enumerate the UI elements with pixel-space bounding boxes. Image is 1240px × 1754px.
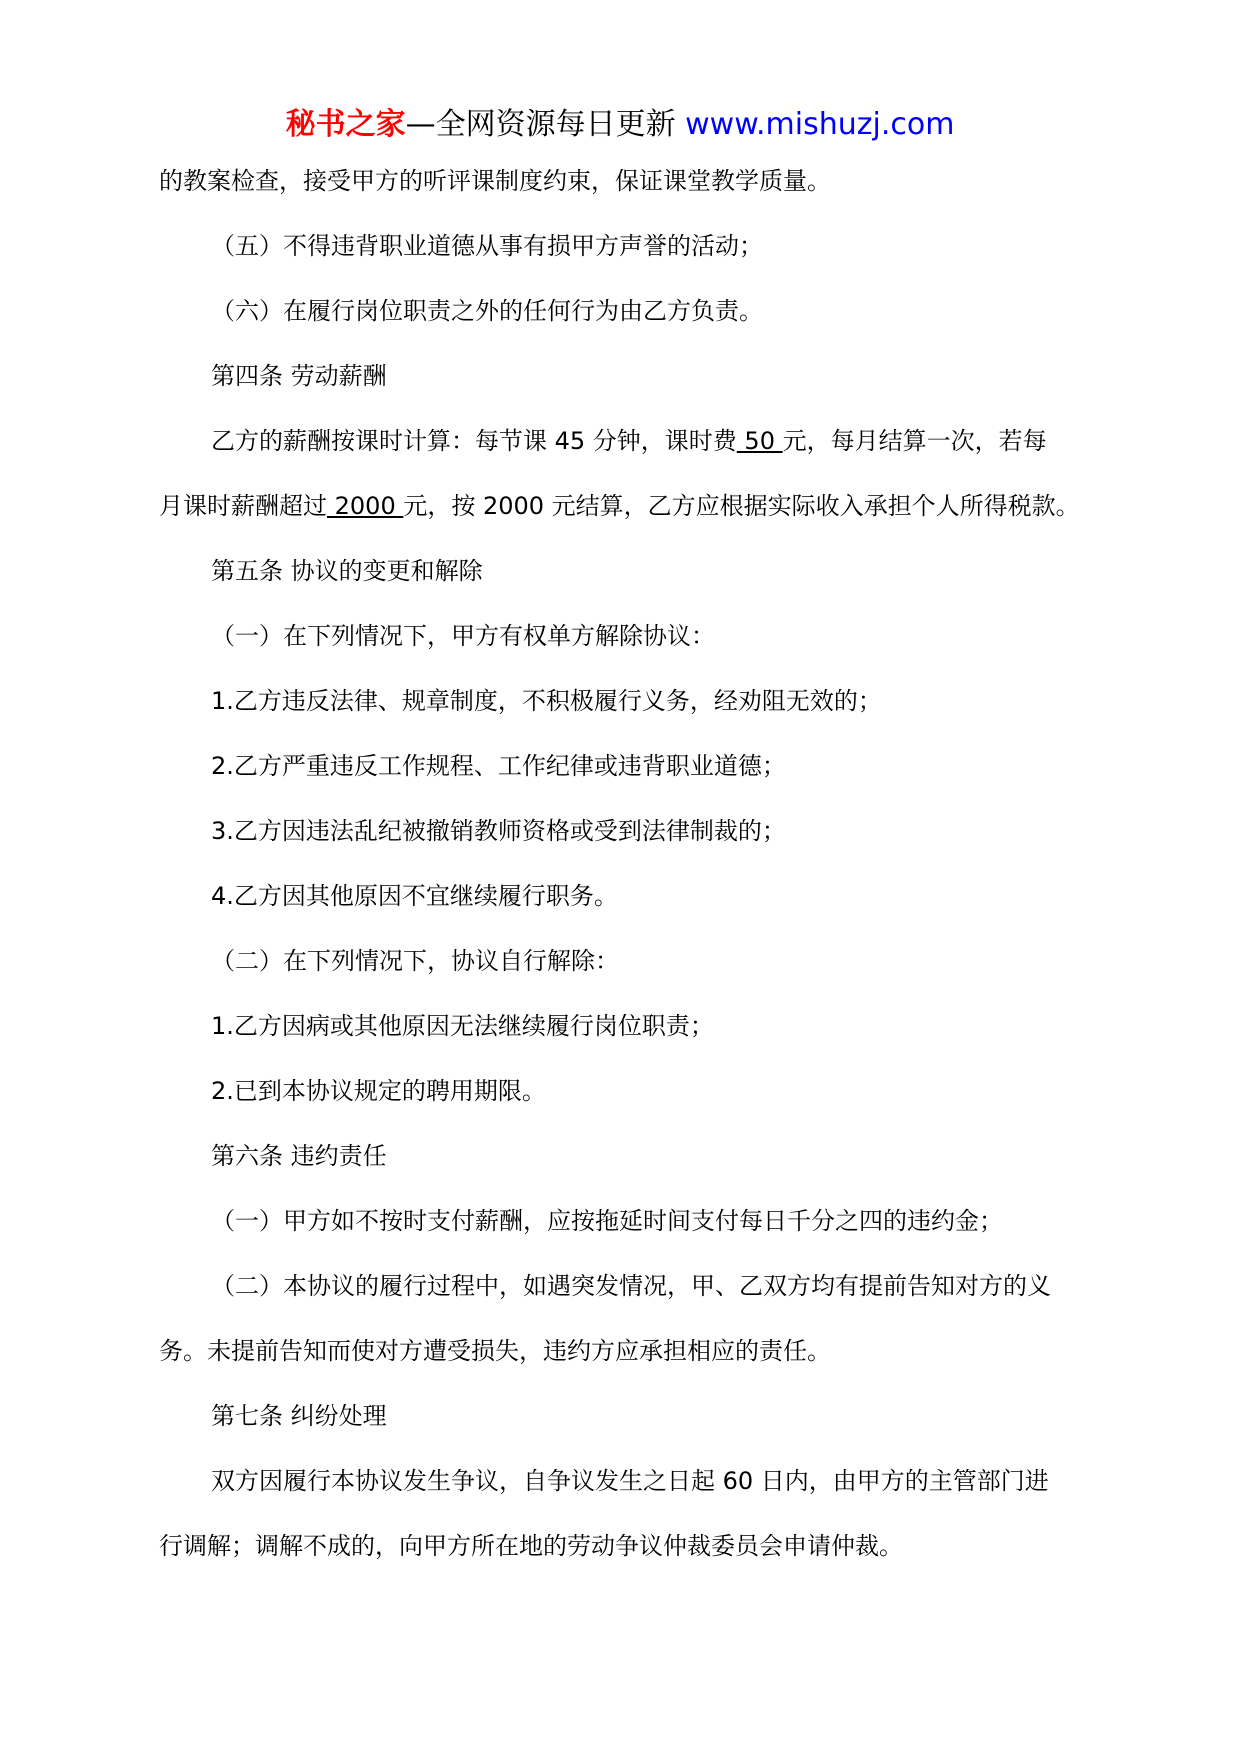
salary-text: 元，每月结算一次，若每 bbox=[782, 427, 1047, 455]
page-header bbox=[0, 104, 1240, 146]
article-title: 第五条 协议的变更和解除 bbox=[211, 557, 483, 585]
clause-item: （二）在下列情况下，协议自行解除： bbox=[211, 947, 619, 975]
salary-text: 月课时薪酬超过 bbox=[159, 492, 327, 520]
clause-subitem: 2.乙方严重违反工作规程、工作纪律或违背职业道德； bbox=[211, 752, 786, 780]
paragraph-line: 双方因履行本协议发生争议，自争议发生之日起 60 日内，由甲方的主管部门进 bbox=[211, 1467, 1049, 1495]
brand-name: 秘书之家 bbox=[285, 107, 406, 142]
header-url[interactable]: www.mishuzj.com bbox=[685, 107, 955, 142]
clause-subitem: 1.乙方因病或其他原因无法继续履行岗位职责； bbox=[211, 1012, 714, 1040]
salary-paragraph-line2 bbox=[159, 491, 1094, 556]
clause-item: （五）不得违背职业道德从事有损甲方声誉的活动； bbox=[211, 232, 763, 260]
lesson-fee-value: 50 bbox=[736, 427, 783, 455]
document-body bbox=[159, 166, 1094, 1596]
salary-text: 元，按 2000 元结算，乙方应根据实际收入承担个人所得税款。 bbox=[403, 492, 1080, 520]
article-title: 第七条 纠纷处理 bbox=[211, 1402, 387, 1430]
salary-paragraph-line1 bbox=[159, 426, 1094, 491]
paragraph-line: 行调解；调解不成的，向甲方所在地的劳动争议仲裁委员会申请仲裁。 bbox=[159, 1532, 903, 1560]
clause-subitem: 4.乙方因其他原因不宜继续履行职务。 bbox=[211, 882, 618, 910]
clause-item: （一）在下列情况下，甲方有权单方解除协议： bbox=[211, 622, 715, 650]
article-title: 第四条 劳动薪酬 bbox=[211, 362, 387, 390]
header-tagline: —全网资源每日更新 bbox=[405, 107, 686, 142]
clause-subitem: 3.乙方因违法乱纪被撤销教师资格或受到法律制裁的； bbox=[211, 817, 786, 845]
clause-item: （六）在履行岗位职责之外的任何行为由乙方负责。 bbox=[211, 297, 763, 325]
article-title: 第六条 违约责任 bbox=[211, 1142, 387, 1170]
clause-item: （一）甲方如不按时支付薪酬，应按拖延时间支付每日千分之四的违约金； bbox=[211, 1207, 1003, 1235]
salary-limit-value: 2000 bbox=[327, 492, 404, 520]
clause-subitem: 2.已到本协议规定的聘用期限。 bbox=[211, 1077, 546, 1105]
clause-item: （二）本协议的履行过程中，如遇突发情况，甲、乙双方均有提前告知对方的义 bbox=[211, 1272, 1051, 1300]
clause-subitem: 1.乙方违反法律、规章制度，不积极履行义务，经劝阻无效的； bbox=[211, 687, 882, 715]
paragraph-line: 的教案检查，接受甲方的听评课制度约束，保证课堂教学质量。 bbox=[159, 167, 831, 195]
salary-text: 乙方的薪酬按课时计算：每节课 45 分钟，课时费 bbox=[211, 427, 737, 455]
paragraph-line: 务。未提前告知而使对方遭受损失，违约方应承担相应的责任。 bbox=[159, 1337, 831, 1365]
